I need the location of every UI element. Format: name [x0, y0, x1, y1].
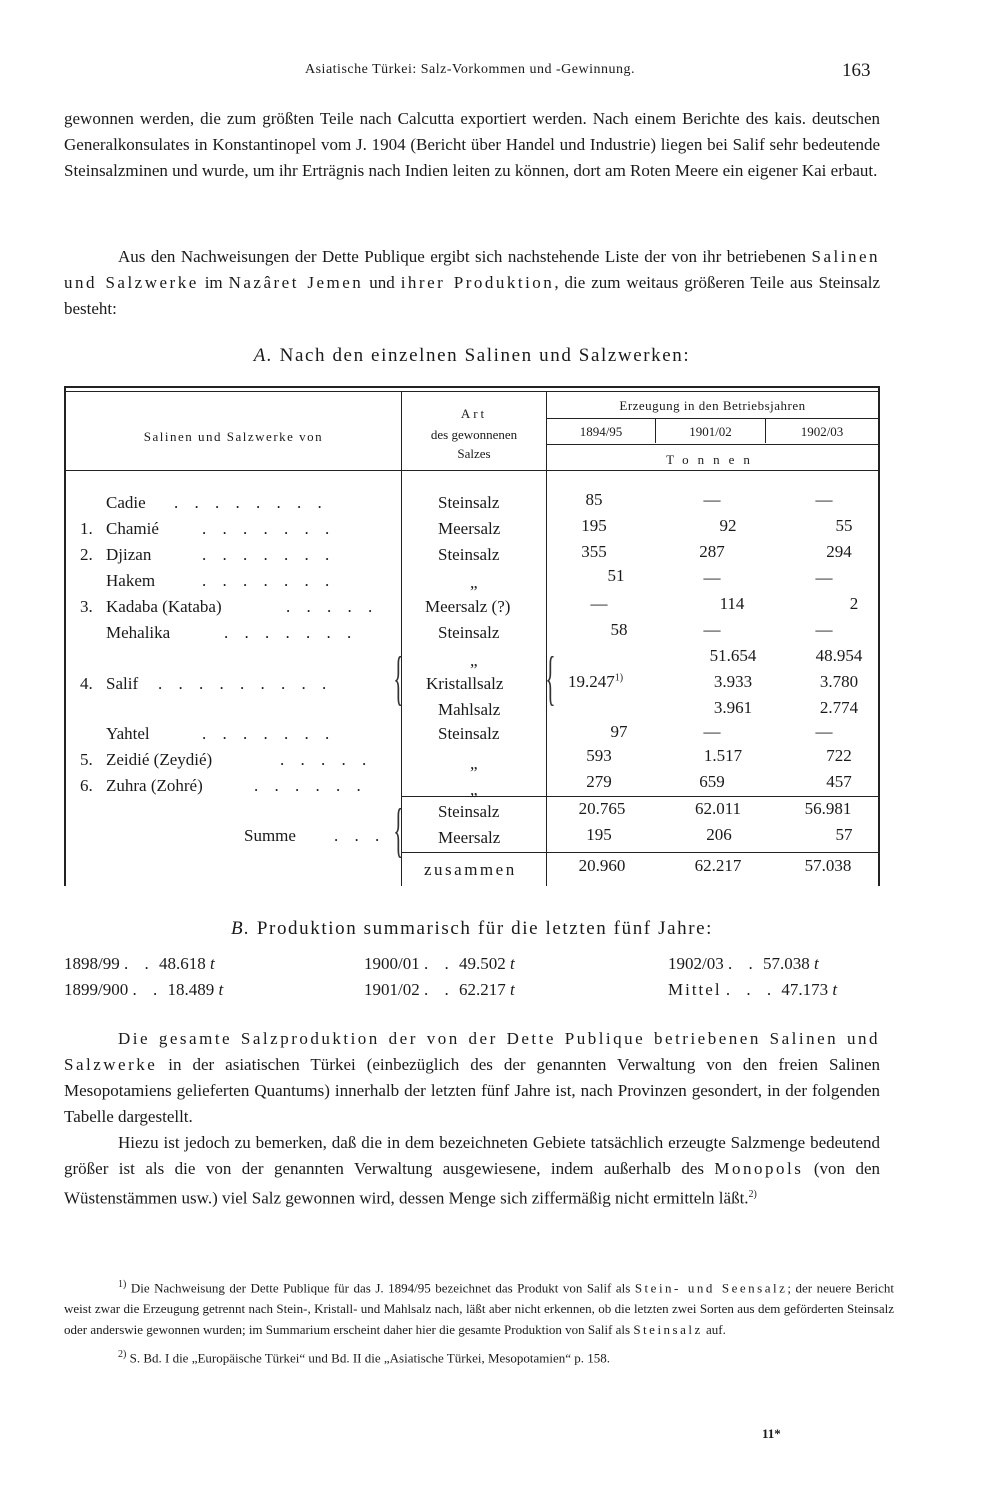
header-art-3: Salzes	[457, 446, 491, 461]
intro-paragraph: gewonnen werden, die zum größten Teile nach Calcutta exportiert werden. Nach einem Berichte des kais. deutschen Generalkonsulates in Konstantinopel vom J. 1904 (Bericht über Handel und Industrie) liegen bei Salif sehr bedeutende Steinsalzminen und wurde, um ihr Erträgnis nach Indien leiten zu können, dort am Roten Meere ein eigener Kai erbaut.	[64, 109, 880, 180]
header-unit: Tonnen	[666, 452, 759, 467]
table-header-rule	[64, 470, 880, 471]
leader-dots: . . . . . . .	[202, 571, 336, 590]
leader-dots: . . . . .	[280, 750, 373, 769]
years-rule	[547, 444, 878, 445]
header-art-1: Art	[460, 406, 488, 421]
leader-dots: . . . . . . .	[202, 545, 336, 564]
leader-dots: . . .	[334, 826, 386, 845]
brace: {	[545, 645, 556, 711]
header-year-2: 1901/02	[689, 424, 732, 439]
leader-dots: . . . . . . . .	[174, 493, 328, 512]
table-left-rule	[64, 386, 66, 886]
footnotes	[64, 1274, 894, 1369]
leader-dots: . .	[727, 954, 759, 973]
group-header-rule	[547, 418, 878, 419]
table-top-rule-inner	[64, 391, 880, 392]
leader-dots: . . . . . . .	[202, 519, 336, 538]
header-year-3: 1902/03	[800, 424, 844, 439]
body-paragraph: Die gesamte Salzproduktion der von der Dette Publique betriebenen Salinen und Salzwerke in der asiatischen Türkei (einbezüglich des der genannten Verwaltung von den freien Salinen Mesopotamiens gelieferten Quantums) innerhalb der letzten fünf Jahre ist, nach Provinzen gesondert, in der folgenden Tabelle dargestellt.	[64, 1029, 880, 1126]
brace: {	[393, 645, 404, 711]
list-item: 1898/99 . . 48.618 t	[64, 954, 215, 973]
leader-dots: . . . . . . . . .	[158, 674, 333, 693]
list-item: Mittel . . . 47.173 t	[668, 980, 838, 999]
section-b-title: B. Produktion summarisch für die letzten fünf Jahre:	[230, 918, 714, 939]
leader-dots: . .	[123, 954, 155, 973]
footnote-1: $^{1)}$ Die Nachweisung der Dette Publique für das J. 1894/95 bezeichnet das Produkt von Salif als Stein- und Seensalz; der neuere Bericht weist zwar die Erzeugung getrennt nach Stein-, Kristall- und Mahlsalz nach, läßt aber nicht erkennen, ob die letzten zwei Sorten aus dem geförderten Steinsalz oder anderswie gewonnen wurden; im Summarium erscheint daher hier die gesamte Produktion von Salif als Steinsalz auf.	[64, 1279, 894, 1338]
header-art-2: des gewonnenen	[430, 427, 518, 442]
list-item: 1900/01 . . 49.502 t	[364, 954, 515, 973]
leader-dots: . . .	[725, 980, 778, 999]
list-item: 1899/900 . . 18.489 t	[64, 980, 224, 999]
table-top-rule	[64, 386, 880, 388]
leader-dots: . .	[423, 954, 455, 973]
leader-dots: . . . . . . .	[202, 724, 336, 743]
leader-dots: . . . . . .	[254, 776, 367, 795]
header-year-1: 1894/95	[579, 424, 623, 439]
signature-mark: 11*	[762, 1426, 781, 1441]
list-item: 1902/03 . . 57.038 t	[668, 954, 819, 973]
leader-dots: . .	[132, 980, 164, 999]
list-intro-paragraph: Aus den Nachweisungen der Dette Publique ergibt sich nachstehende Liste der von ihr betriebenen Salinen und Salzwerke im Nazâret Jemen und ihrer Produktion, die zum weitaus größeren Teile aus Steinsalz besteht:	[64, 247, 881, 318]
brace: {	[393, 797, 404, 863]
zusammen-rule	[402, 852, 878, 853]
leader-dots: . . . . .	[286, 597, 379, 616]
running-head: Asiatische Türkei: Salz-Vorkommen und -Gewinnung.	[305, 62, 635, 77]
footnote-2: $^{2)}$ S. Bd. I die „Europäische Türkei“ und Bd. II die „Asiatische Türkei, Mesopotamien“ p. 158.	[118, 1349, 610, 1366]
page-number: 163	[842, 60, 871, 81]
table-right-rule	[878, 386, 880, 886]
leader-dots: . . . . . . .	[224, 623, 358, 642]
body-paragraph: Hiezu ist jedoch zu bemerken, daß die in dem bezeichneten Gebiete tatsächlich erzeugte Salzmenge bedeutend größer ist als die von der genannten Verwaltung ausgewiesene, indem außerhalb des Monopols (von den Wüstenstämmen usw.) viel Salz gewonnen wird, dessen Menge sich ziffermäßig nicht ermitteln läßt.$^{2)}$	[64, 1133, 880, 1208]
header-erzeugung: Erzeugung in den Betriebsjahren	[619, 398, 806, 413]
table-a: Salinen und Salzwerke von Art des gewonnenen Salzes Erzeugung in den Betriebsjahren 1894/95 1901/02 1902/03 Tonnen Cadie . . . . . . . . Steinsalz 85 — — 1. Chamié . . . . . . . Meersalz 195 92 55 2. Djizan . . . . . . . Steinsalz 355 287 294 Hakem . . . . . . . „ 51 — — 3. Kadaba (Kataba) . . . . . Meersalz (?) — 114 2 Mehalika . . . . . . . Steinsalz 58 — — 4. Salif . . . . . . . . . { „ Kristallsalz Mahlsalz { 19.247$^{1)}$ 51.654 3.933 3.961 48.954 3.780 2.774 Yahtel . . . . . . . Steinsalz 97 — — 5. Zeidié (Zeydié) . . . . . „ 593 1.517 722 6. Zuhra (Zohré) . . . . . . „ 279 659 457 Summe . . . { Steinsalz 20.765 62.011 56.981 Meersalz 195 206 57 zusammen 20.960 62.217 57.038	[64, 386, 880, 886]
section-a-title: A. Nach den einzelnen Salinen und Salzwerken:	[253, 345, 691, 366]
header-salinen: Salinen und Salzwerke von	[143, 429, 324, 444]
list-item: 1901/02 . . 62.217 t	[364, 980, 515, 999]
leader-dots: . .	[423, 980, 455, 999]
